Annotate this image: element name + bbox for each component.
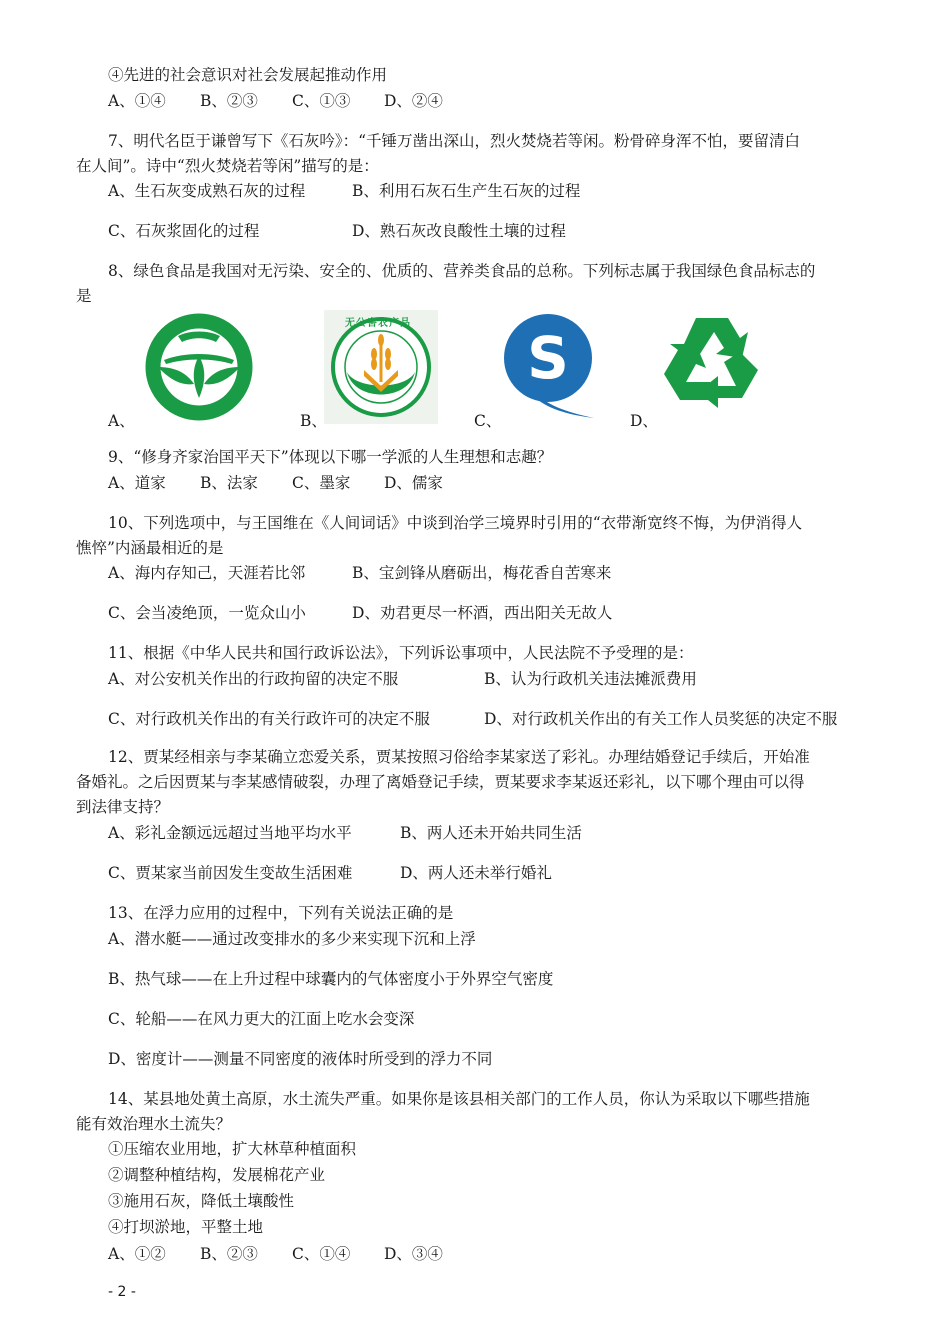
- q8-stem-line-2: 是: [76, 287, 92, 305]
- q12-option-a: A、彩礼金额远远超过当地平均水平: [108, 824, 352, 842]
- q9-option-b: B、法家: [200, 474, 258, 492]
- q6-option-c: C、①③: [292, 92, 351, 110]
- q12-stem-line-1: 12、贾某经相亲与李某确立恋爱关系，贾某按照习俗给李某家送了彩礼。办理结婚登记手续后，开始准: [108, 748, 810, 766]
- recycle-logo-icon: [656, 312, 768, 416]
- q12-option-c: C、贾某家当前因发生变故生活困难: [108, 864, 353, 882]
- q6-option-b: B、②③: [200, 92, 258, 110]
- pollution-free-logo-text: 无公害农产品: [345, 318, 411, 329]
- q10-stem-line-1: 10、下列选项中，与王国维在《人间词话》中谈到治学三境界时引用的“衣带渐宽终不悔，为伊消得人: [108, 514, 803, 532]
- q11-option-c: C、对行政机关作出的有关行政许可的决定不服: [108, 710, 430, 728]
- q7-stem-line-2: 在人间”。诗中“烈火焚烧若等闲”描写的是：: [76, 157, 379, 175]
- q7-option-c: C、石灰浆固化的过程: [108, 222, 260, 240]
- q12-stem-line-3: 到法律支持？: [76, 798, 170, 816]
- q9-stem-line-1: 9、“修身齐家治国平天下”体现以下哪一学派的人生理想和志趣？: [108, 448, 553, 466]
- green-food-logo-icon: [144, 312, 254, 422]
- q14-item-1: ①压缩农业用地，扩大林草种植面积: [108, 1140, 357, 1158]
- svg-text:S: S: [527, 324, 569, 392]
- q10-option-d: D、劝君更尽一杯酒，西出阳关无故人: [352, 604, 613, 622]
- q11-option-d: D、对行政机关作出的有关工作人员奖惩的决定不服: [484, 710, 838, 728]
- q13-option-a: A、潜水艇——通过改变排水的多少来实现下沉和上浮: [108, 930, 476, 948]
- q6-option-a: A、①④: [108, 92, 166, 110]
- q13-option-c: C、轮船——在风力更大的江面上吃水会变深: [108, 1010, 415, 1028]
- q7-option-d: D、熟石灰改良酸性土壤的过程: [352, 222, 566, 240]
- q9-option-a: A、道家: [108, 474, 166, 492]
- q11-stem-line-1: 11、根据《中华人民共和国行政诉讼法》，下列诉讼事项中，人民法院不予受理的是：: [108, 644, 694, 662]
- q13-option-b: B、热气球——在上升过程中球囊内的气体密度小于外界空气密度: [108, 970, 554, 988]
- blue-s-logo-icon: [498, 312, 598, 424]
- q11-option-a: A、对公安机关作出的行政拘留的决定不服: [108, 670, 399, 688]
- q12-option-b: B、两人还未开始共同生活: [400, 824, 582, 842]
- q6-item-4: ④先进的社会意识对社会发展起推动作用: [108, 66, 388, 84]
- q14-option-d: D、③④: [384, 1245, 443, 1263]
- q10-option-b: B、宝剑锋从磨砺出，梅花香自苦寒来: [352, 564, 612, 582]
- q14-stem-line-2: 能有效治理水土流失？: [76, 1115, 232, 1133]
- q14-option-a: A、①②: [108, 1245, 166, 1263]
- q10-option-c: C、会当凌绝顶，一览众山小: [108, 604, 306, 622]
- q9-option-c: C、墨家: [292, 474, 351, 492]
- q12-stem-line-2: 备婚礼。之后因贾某与李某感情破裂，办理了离婚登记手续，贾某要求李某返还彩礼，以下哪个理由可以得: [76, 773, 805, 791]
- q7-option-a: A、生石灰变成熟石灰的过程: [108, 182, 306, 200]
- q6-option-d: D、②④: [384, 92, 443, 110]
- q8-option-d: D、: [630, 412, 658, 430]
- q14-item-4: ④打坝淤地，平整土地: [108, 1218, 264, 1236]
- q14-option-b: B、②③: [200, 1245, 258, 1263]
- q10-option-a: A、海内存知己，天涯若比邻: [108, 564, 306, 582]
- q8-option-a: A、: [108, 412, 135, 430]
- q13-option-d: D、密度计——测量不同密度的液体时所受到的浮力不同: [108, 1050, 493, 1068]
- q7-stem-line-1: 7、明代名臣于谦曾写下《石灰吟》：“千锤万凿出深山，烈火焚烧若等闲。粉骨碎身浑不怕，要留清白: [108, 132, 801, 150]
- q14-stem-line-1: 14、某县地处黄土高原，水土流失严重。如果你是该县相关部门的工作人员，你认为采取以下哪些措施: [108, 1090, 810, 1108]
- q8-option-b: B、: [300, 412, 327, 430]
- q8-stem-line-1: 8、绿色食品是我国对无污染、安全的、优质的、营养类食品的总称。下列标志属于我国绿色食品标志的: [108, 262, 816, 280]
- q10-stem-line-2: 憔悴”内涵最相近的是: [76, 539, 224, 557]
- q14-item-2: ②调整种植结构，发展棉花产业: [108, 1166, 326, 1184]
- q8-option-c: C、: [474, 412, 502, 430]
- q14-item-3: ③施用石灰，降低土壤酸性: [108, 1192, 295, 1210]
- q7-option-b: B、利用石灰石生产生石灰的过程: [352, 182, 581, 200]
- q13-stem-line-1: 13、在浮力应用的过程中，下列有关说法正确的是: [108, 904, 454, 922]
- q9-option-d: D、儒家: [384, 474, 443, 492]
- page-number: - 2 -: [108, 1284, 136, 1300]
- q11-option-b: B、认为行政机关违法摊派费用: [484, 670, 697, 688]
- q12-option-d: D、两人还未举行婚礼: [400, 864, 552, 882]
- q14-option-c: C、①④: [292, 1245, 351, 1263]
